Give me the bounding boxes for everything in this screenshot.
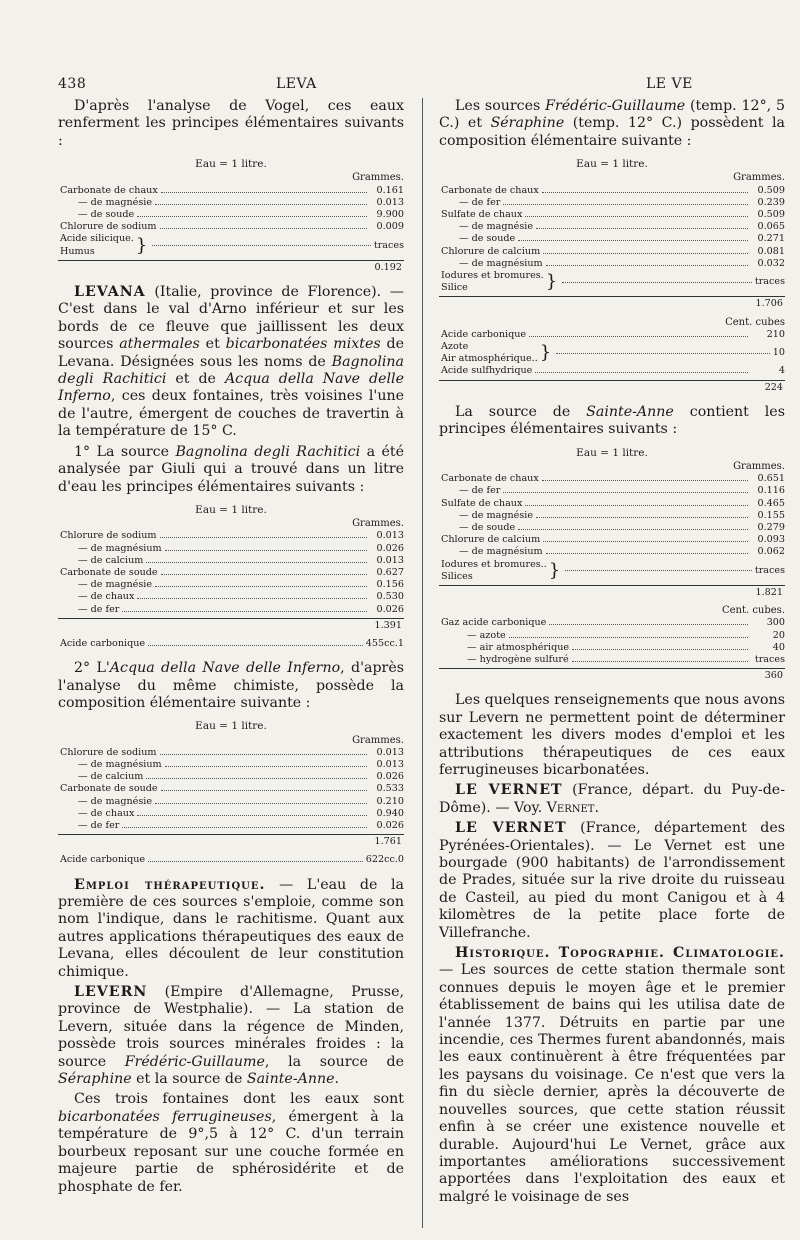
paragraph: D'après l'analyse de Vogel, ces eaux renferment les principes élémentaires suivants : — [58, 98, 404, 149]
table-row: — de magnésie 0.013 — [78, 196, 404, 208]
paragraph: Les sources Frédéric-Guillaume (temp. 12°, 5 C.) et Séraphine (temp. 12° C.) possèdent la composition élémentaire suivante : — [439, 98, 786, 149]
table-row: — de soude 9.900 — [78, 209, 404, 221]
table-row: — de magnésie 0.155 — [459, 509, 785, 521]
table-row: Carbonate de soude 0.627 — [60, 566, 404, 578]
table-row: Chlorure de calcium 0.081 — [441, 245, 785, 257]
table-caption: Eau = 1 litre. — [195, 503, 267, 516]
table-row: — azote 20 — [467, 629, 785, 641]
table-row: — de magnésium 0.026 — [78, 542, 404, 554]
table-caption: Eau = 1 litre. — [195, 720, 267, 733]
table-row: — de fer 0.026 — [78, 603, 404, 615]
table-row: Acide silicique. Humus } traces — [60, 233, 404, 257]
table-row: — de soude 0.279 — [459, 521, 785, 533]
table-caption: Eau = 1 litre. — [576, 158, 648, 171]
table-row: Chlorure de sodium 0.013 — [60, 746, 404, 758]
table-row: — de magnésie 0.156 — [78, 579, 404, 591]
table-row: — de magnésie 0.210 — [78, 795, 404, 807]
left-column — [58, 98, 404, 1199]
table-row: — de fer 0.026 — [78, 820, 404, 831]
table-row: Carbonate de chaux 0.509 — [441, 184, 785, 196]
analysis-table-bagnolina — [58, 504, 404, 650]
table-row: Carbonate de soude 0.533 — [60, 783, 404, 795]
table-caption: Eau = 1 litre. — [195, 158, 267, 171]
entry-keyword: LE VERNET — [455, 820, 567, 837]
table-total: 1.761 — [58, 834, 404, 848]
section-keyword: Emploi thérapeutique. — [74, 876, 266, 893]
table-unit: Grammes. — [733, 172, 785, 184]
table-row: Acide carbonique 455cc.1 — [60, 637, 404, 649]
table-unit: Cent. cubes. — [721, 605, 785, 617]
table-row: — de magnésium 0.032 — [459, 257, 785, 269]
table-row: Iodures et bromures.. Silices } traces — [441, 558, 785, 582]
paragraph: Ces trois fontaines dont les eaux sont bicarbonatées ferrugineuses, émergent à la température de 9°,5 à 12° C. d'un terrain bourbeux reposant sur une couche formée en majeure partie de sphérosidérite et de phosphate de fer. — [58, 1091, 404, 1195]
right-column — [439, 98, 785, 1209]
table-total: 1.821 — [439, 585, 785, 599]
table-row: Sulfate de chaux 0.509 — [441, 209, 785, 221]
table-row: Acide carbonique 622cc.0 — [60, 854, 404, 866]
table-row: — de calcium 0.026 — [78, 771, 404, 783]
table-row: — de fer 0.116 — [459, 485, 785, 497]
table-row: — de magnésium 0.013 — [78, 758, 404, 770]
table-row: — de chaux 0.530 — [78, 591, 404, 603]
paragraph: La source de Sainte-Anne contient les principes élémentaires suivants : — [439, 403, 785, 438]
analysis-table-sainte-anne — [439, 447, 785, 683]
paragraph: Emploi thérapeutique. — L'eau de la première de ces sources s'emploie, comme son nom l'indique, dans le rachitisme. Quant aux autres applications thérapeutiques des eaux de Levana, elles découlent de leur constitution chimique. — [58, 876, 404, 980]
entry-levana: LEVANA (Italie, province de Florence). — C'est dans le val d'Arno inférieur et sur les bords de ce fleuve que jaillissent les deux sources athermales et bicarbonatées mixtes de Levana. Désignées sous les noms de Bagnolina degli Rachitici et de Acqua della Nave delle Inferno, ces deux fontaines, très voisines l'une de l'autre, émergent de couches de travertin à la température de 15° C. — [58, 284, 405, 440]
table-row: — de fer 0.239 — [459, 196, 785, 208]
entry-keyword: LE VERNET — [455, 782, 563, 799]
table-row: — de magnésie 0.065 — [459, 221, 785, 233]
entry-levern: LEVERN (Empire d'Allemagne, Prusse, province de Westphalie). — La station de Levern, située dans la régence de Minden, possède trois sources minérales froides : la source Frédéric-Guillaume, la source de Séraphine et la source de Sainte-Anne. — [58, 984, 404, 1088]
page-number: 438 — [58, 76, 87, 92]
table-row: Acide sulfhydrique 4 — [441, 365, 785, 377]
analysis-table-acqua — [58, 720, 404, 866]
running-title-left: LEVA — [276, 76, 317, 92]
entry-keyword: LEVERN — [74, 984, 148, 1001]
paragraph: Historique. Topographie. Climatologie. — Les sources de cette station thermale sont connues depuis le moyen âge et le premier établissement de bains qui les utilisa date de l'année 1377. Détruits en partie par une incendie, ces Thermes furent abandonnés, mais les eaux continuèrent à être fréquentées par les paysans du voisinage. Ce n'est que vers la fin du siècle dernier, après la découverte de nouvelles sources, que cette station réussit enfin à se créer une existence nouvelle et durable. Aujourd'hui Le Vernet, grâce aux importantes améliorations successivement apportées dans l'exploitation des eaux et malgré le voisinage de ses — [439, 945, 785, 1205]
section-keyword: Historique. Topographie. Climatologie. — [455, 945, 785, 962]
table-row: — de soude 0.271 — [459, 233, 785, 245]
paragraph: 2° L'Acqua della Nave delle Inferno, d'après l'analyse du même chimiste, possède la composition élémentaire suivante : — [58, 660, 404, 711]
table-row: Sulfate de chaux 0.465 — [441, 497, 785, 509]
table-row: Iodures et bromures. Silice } traces — [441, 270, 785, 294]
running-title-right: LE VE — [646, 76, 693, 92]
paragraph: Les quelques renseignements que nous avons sur Levern ne permettent point de déterminer exactement les divers modes d'emploi et les attributions thérapeutiques de ces eaux ferrugineuses bicarbonatées. — [439, 692, 785, 778]
table-row: Azote Air atmosphérique.. } 10 — [441, 341, 785, 365]
table-row: Chlorure de sodium 0.013 — [60, 530, 404, 542]
table-row: Carbonate de chaux 0.651 — [441, 473, 785, 485]
table-row: — de calcium 0.013 — [78, 554, 404, 566]
table-row: — de chaux 0.940 — [78, 807, 404, 819]
table-total: 0.192 — [58, 260, 404, 274]
analysis-table-frederic — [439, 158, 785, 394]
table-row: Acide carbonique 210 — [441, 328, 785, 340]
entry-keyword: LEVANA — [74, 284, 146, 301]
table-row: — air atmosphérique 40 — [467, 641, 785, 653]
analysis-table-vogel — [58, 158, 404, 274]
column-divider — [422, 98, 423, 1228]
table-caption: Eau = 1 litre. — [576, 446, 648, 459]
table-unit: Cent. cubes — [725, 316, 785, 328]
table-total: 1.391 — [58, 618, 404, 632]
entry-le-vernet-pyrenees: LE VERNET (France, département des Pyrénées-Orientales). — Le Vernet est une bourgade (900 habitants) de l'arrondissement de Prades, située sur la rive droite du ruisseau de Casteil, au pied du mont Canigou et à 4 kilomètres de la petite place forte de Villefranche. — [439, 820, 785, 941]
table-unit: Grammes. — [352, 518, 404, 530]
table-unit: Grammes. — [352, 734, 404, 746]
table-unit: Grammes. — [733, 460, 785, 472]
table-row: Carbonate de chaux 0.161 — [60, 184, 404, 196]
table-row: — de magnésium 0.062 — [459, 546, 785, 558]
table-row: Gaz acide carbonique 300 — [441, 617, 785, 629]
entry-le-vernet-puy-de-dome: LE VERNET (France, départ. du Puy-de-Dôme). — Voy. Vernet. — [439, 782, 785, 816]
table-total: 360 — [439, 668, 785, 682]
table-row: — hydrogène sulfuré traces — [467, 653, 785, 665]
paragraph: 1° La source Bagnolina degli Rachitici a été analysée par Giuli qui a trouvé dans un litre d'eau les principes élémentaires suivants : — [58, 443, 404, 495]
table-total: 224 — [439, 380, 785, 394]
cross-reference: Vernet — [546, 799, 595, 816]
table-row: Chlorure de calcium 0.093 — [441, 534, 785, 546]
table-total: 1.706 — [439, 296, 785, 310]
table-row: Chlorure de sodium 0.009 — [60, 221, 404, 233]
table-unit: Grammes. — [352, 172, 404, 184]
